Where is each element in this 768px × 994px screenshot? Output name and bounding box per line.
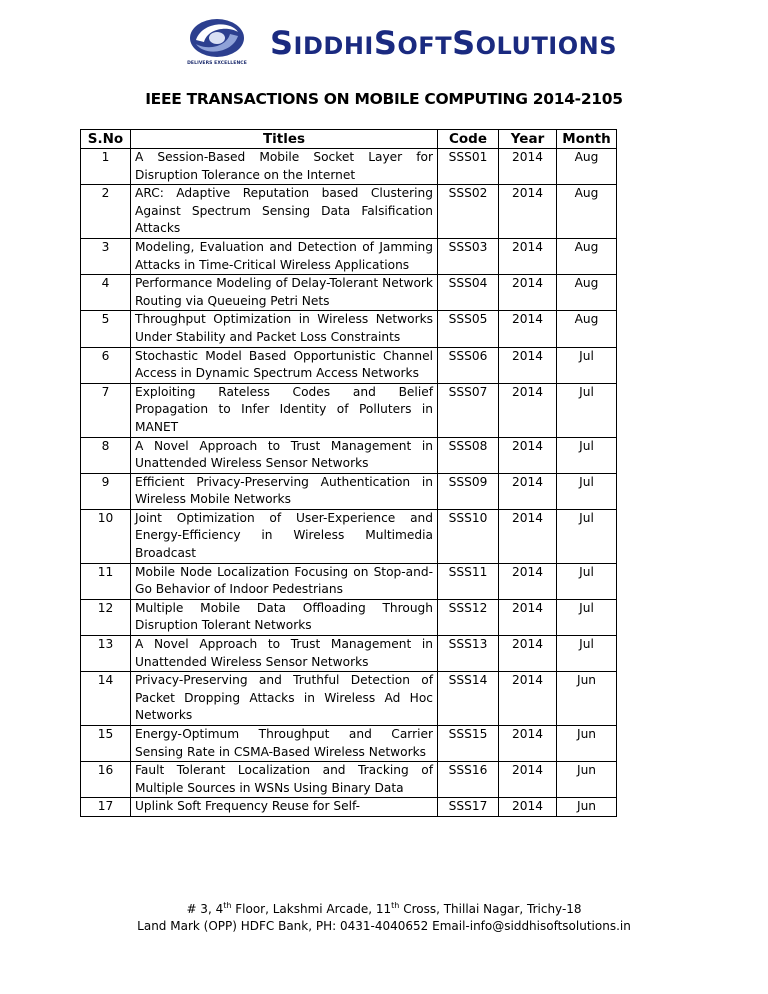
row-year: 2014 (499, 798, 557, 817)
company-logo (186, 16, 248, 74)
row-title: Energy-Optimum Throughput and Carrier Sensing Rate in CSMA-Based Wireless Networks (131, 726, 438, 762)
row-month: Aug (557, 185, 617, 239)
row-code: SSS07 (438, 383, 499, 437)
row-code: SSS17 (438, 798, 499, 817)
row-sno: 9 (81, 473, 131, 509)
row-month: Jul (557, 563, 617, 599)
row-title: ARC: Adaptive Reputation based Clustering Against Spectrum Sensing Data Falsification Attacks (131, 185, 438, 239)
table-row (81, 275, 617, 311)
row-sno: 6 (81, 347, 131, 383)
footer-contact: Land Mark (OPP) HDFC Bank, PH: 0431-4040652 Email-info@siddhisoftsolutions.in (137, 919, 631, 933)
row-code: SSS04 (438, 275, 499, 311)
row-year: 2014 (499, 599, 557, 635)
row-code: SSS09 (438, 473, 499, 509)
row-month: Jun (557, 672, 617, 726)
row-sno: 5 (81, 311, 131, 347)
row-sno: 2 (81, 185, 131, 239)
row-year: 2014 (499, 185, 557, 239)
row-title: Joint Optimization of User-Experience and Energy-Efficiency in Wireless Multimedia Broadcast (131, 509, 438, 563)
row-year: 2014 (499, 473, 557, 509)
row-year: 2014 (499, 509, 557, 563)
row-month: Jul (557, 473, 617, 509)
footer-address: # 3, 4th Floor, Lakshmi Arcade, 11th Cross, Thillai Nagar, Trichy-18 (186, 901, 582, 916)
letterhead (0, 0, 768, 80)
row-code: SSS03 (438, 238, 499, 274)
row-sno: 15 (81, 726, 131, 762)
row-title: Mobile Node Localization Focusing on Stop-and-Go Behavior of Indoor Pedestrians (131, 563, 438, 599)
row-code: SSS05 (438, 311, 499, 347)
table-row (81, 238, 617, 274)
header-code: Code (438, 130, 499, 149)
projects-table (80, 129, 617, 817)
row-month: Jun (557, 762, 617, 798)
row-title: Fault Tolerant Localization and Tracking of Multiple Sources in WSNs Using Binary Data (131, 762, 438, 798)
row-sno: 8 (81, 437, 131, 473)
table-row (81, 509, 617, 563)
row-sno: 10 (81, 509, 131, 563)
header-month: Month (557, 130, 617, 149)
row-title: A Session-Based Mobile Socket Layer for Disruption Tolerance on the Internet (131, 149, 438, 185)
row-code: SSS08 (438, 437, 499, 473)
table-row (81, 347, 617, 383)
table-row (81, 383, 617, 437)
row-year: 2014 (499, 726, 557, 762)
table-row (81, 185, 617, 239)
row-month: Jul (557, 347, 617, 383)
row-code: SSS11 (438, 563, 499, 599)
table-row (81, 599, 617, 635)
row-month: Aug (557, 238, 617, 274)
row-code: SSS14 (438, 672, 499, 726)
row-title: Exploiting Rateless Codes and Belief Propagation to Infer Identity of Polluters in MANET (131, 383, 438, 437)
row-year: 2014 (499, 347, 557, 383)
table-row (81, 149, 617, 185)
row-title: A Novel Approach to Trust Management in Unattended Wireless Sensor Networks (131, 636, 438, 672)
table-row (81, 437, 617, 473)
row-code: SSS12 (438, 599, 499, 635)
row-sno: 7 (81, 383, 131, 437)
row-title: Multiple Mobile Data Offloading Through Disruption Tolerant Networks (131, 599, 438, 635)
row-month: Aug (557, 311, 617, 347)
table-row (81, 473, 617, 509)
row-code: SSS10 (438, 509, 499, 563)
row-sno: 17 (81, 798, 131, 817)
header-titles: Titles (131, 130, 438, 149)
row-title: Performance Modeling of Delay-Tolerant Network Routing via Queueing Petri Nets (131, 275, 438, 311)
row-code: SSS15 (438, 726, 499, 762)
row-month: Jul (557, 509, 617, 563)
table-row (81, 798, 617, 817)
row-sno: 11 (81, 563, 131, 599)
row-code: SSS13 (438, 636, 499, 672)
header-year: Year (499, 130, 557, 149)
table-row (81, 762, 617, 798)
row-month: Aug (557, 275, 617, 311)
row-year: 2014 (499, 437, 557, 473)
row-code: SSS01 (438, 149, 499, 185)
table-row (81, 726, 617, 762)
row-sno: 12 (81, 599, 131, 635)
row-month: Aug (557, 149, 617, 185)
table-row (81, 311, 617, 347)
header-sno: S.No (81, 130, 131, 149)
row-title: Stochastic Model Based Opportunistic Channel Access in Dynamic Spectrum Access Networks (131, 347, 438, 383)
row-sno: 1 (81, 149, 131, 185)
row-sno: 4 (81, 275, 131, 311)
row-title: A Novel Approach to Trust Management in Unattended Wireless Sensor Networks (131, 437, 438, 473)
row-year: 2014 (499, 149, 557, 185)
row-sno: 13 (81, 636, 131, 672)
row-year: 2014 (499, 762, 557, 798)
row-title: Efficient Privacy-Preserving Authentication in Wireless Mobile Networks (131, 473, 438, 509)
document-title: IEEE TRANSACTIONS ON MOBILE COMPUTING 2014-2105 (145, 90, 623, 108)
table-row (81, 563, 617, 599)
logo-tagline: DELIVERS EXCELLENCE (187, 61, 247, 66)
row-year: 2014 (499, 275, 557, 311)
table-header-row (81, 130, 617, 149)
row-code: SSS16 (438, 762, 499, 798)
table-row (81, 636, 617, 672)
row-year: 2014 (499, 563, 557, 599)
row-month: Jul (557, 437, 617, 473)
row-year: 2014 (499, 383, 557, 437)
row-code: SSS02 (438, 185, 499, 239)
row-year: 2014 (499, 672, 557, 726)
row-year: 2014 (499, 636, 557, 672)
row-sno: 16 (81, 762, 131, 798)
row-month: Jul (557, 599, 617, 635)
row-year: 2014 (499, 238, 557, 274)
row-code: SSS06 (438, 347, 499, 383)
swirl-logo-icon (186, 16, 248, 60)
row-year: 2014 (499, 311, 557, 347)
row-title: Modeling, Evaluation and Detection of Jamming Attacks in Time-Critical Wireless Applications (131, 238, 438, 274)
row-sno: 14 (81, 672, 131, 726)
row-title: Throughput Optimization in Wireless Networks Under Stability and Packet Loss Constraints (131, 311, 438, 347)
row-title: Uplink Soft Frequency Reuse for Self- (131, 798, 438, 817)
table-body (81, 149, 617, 817)
company-name: SIDDHISOFTSOLUTIONS (270, 24, 618, 62)
row-month: Jul (557, 383, 617, 437)
row-sno: 3 (81, 238, 131, 274)
row-month: Jun (557, 798, 617, 817)
table-row (81, 672, 617, 726)
row-month: Jul (557, 636, 617, 672)
row-month: Jun (557, 726, 617, 762)
row-title: Privacy-Preserving and Truthful Detection of Packet Dropping Attacks in Wireless Ad Hoc Networks (131, 672, 438, 726)
footer (0, 901, 768, 935)
